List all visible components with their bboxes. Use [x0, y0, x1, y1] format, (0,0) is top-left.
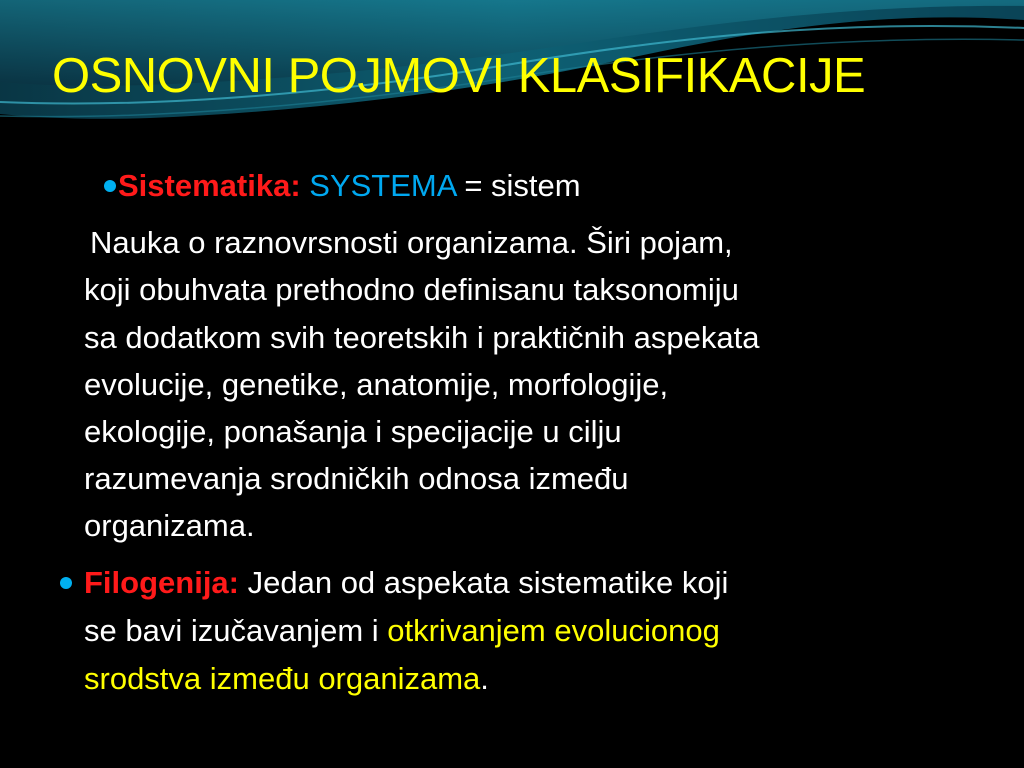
bullet-dot-icon — [104, 180, 116, 192]
bullet-2-text: se bavi izučavanjem i — [84, 613, 388, 648]
bullet-1-heading — [118, 168, 581, 204]
bullet-1-term: Sistematika: — [118, 168, 301, 203]
bullet-1-keyword: SYSTEMA — [309, 168, 456, 203]
bullet-1-equals: = sistem — [455, 168, 581, 203]
bullet-1-line: evolucije, genetike, anatomije, morfologije, — [84, 367, 669, 402]
bullet-1-line: ekologije, ponašanja i specijacije u cilju — [84, 414, 622, 449]
bullet-2-highlight: otkrivanjem evolucionog — [387, 613, 720, 648]
bullet-2-highlight: srodstva između organizama — [84, 661, 481, 696]
bullet-1-line: koji obuhvata prethodno definisanu taksonomiju — [84, 272, 739, 307]
bullet-2-line-1 — [84, 565, 728, 601]
bullet-1-line: organizama. — [84, 508, 255, 543]
bullet-1-line: sa dodatkom svih teoretskih i praktičnih aspekata — [84, 320, 760, 355]
bullet-2-line-2 — [84, 613, 720, 649]
bullet-2-term: Filogenija: — [84, 565, 239, 600]
bullet-2-period: . — [480, 661, 489, 696]
bullet-1-line: razumevanja srodničkih odnosa između — [84, 461, 629, 496]
bullet-2-line-3 — [84, 661, 489, 697]
bullet-2-text: Jedan od aspekata sistematike koji — [239, 565, 729, 600]
slide-title: OSNOVNI POJMOVI KLASIFIKACIJE — [52, 49, 866, 103]
bullet-dot-icon — [60, 577, 72, 589]
bullet-1-line: Nauka o raznovrsnosti organizama. Širi pojam, — [90, 225, 733, 260]
